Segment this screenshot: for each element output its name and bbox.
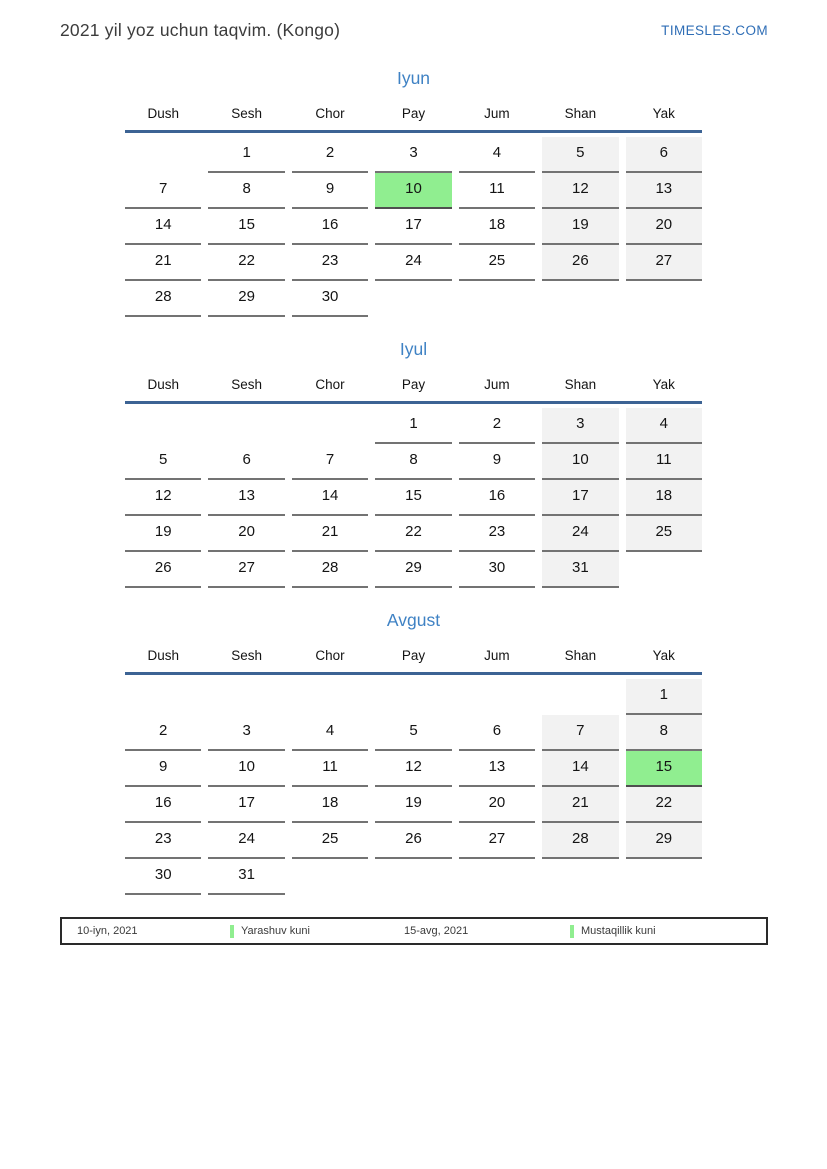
empty-cell <box>292 408 368 444</box>
day-cell: 16 <box>292 209 368 245</box>
day-cell: 24 <box>542 516 618 552</box>
empty-cell <box>542 281 618 317</box>
legend-date: 15-avg, 2021 <box>404 925 469 937</box>
day-cell: 27 <box>459 823 535 859</box>
day-cell: 13 <box>626 173 702 209</box>
day-cell: 31 <box>208 859 284 895</box>
day-cell: 3 <box>375 137 451 173</box>
month-title: Avgust <box>386 610 441 630</box>
weekday-header-row <box>125 371 702 404</box>
empty-cell <box>292 859 368 895</box>
day-cell: 6 <box>626 137 702 173</box>
day-cell: 5 <box>125 444 201 480</box>
weekday-label: Pay <box>401 106 426 121</box>
empty-cell <box>125 679 201 715</box>
day-cell: 9 <box>459 444 535 480</box>
weekday-label: Shan <box>564 106 597 121</box>
month-title: Iyul <box>399 339 428 359</box>
day-cell: 25 <box>459 245 535 281</box>
holiday-swatch-icon <box>570 925 574 938</box>
weekday-label: Pay <box>401 648 426 663</box>
empty-cell <box>626 859 702 895</box>
day-cell: 8 <box>375 444 451 480</box>
day-cell: 3 <box>542 408 618 444</box>
day-grid <box>125 675 702 895</box>
day-cell: 11 <box>459 173 535 209</box>
day-cell: 14 <box>292 480 368 516</box>
day-cell: 30 <box>459 552 535 588</box>
day-cell: 31 <box>542 552 618 588</box>
day-cell: 17 <box>542 480 618 516</box>
day-cell: 2 <box>125 715 201 751</box>
day-cell: 28 <box>542 823 618 859</box>
day-cell: 21 <box>292 516 368 552</box>
weekday-label: Chor <box>315 377 345 392</box>
legend-entry <box>230 919 310 943</box>
day-cell: 12 <box>542 173 618 209</box>
day-cell: 1 <box>208 137 284 173</box>
day-cell: 16 <box>125 787 201 823</box>
day-cell: 14 <box>542 751 618 787</box>
holiday-legend <box>60 917 768 945</box>
day-cell: 19 <box>375 787 451 823</box>
day-cell: 1 <box>626 679 702 715</box>
calendar-group <box>125 68 702 895</box>
day-cell: 10 <box>208 751 284 787</box>
day-cell: 22 <box>208 245 284 281</box>
day-cell: 13 <box>459 751 535 787</box>
weekday-label: Jum <box>484 648 510 663</box>
day-cell: 18 <box>292 787 368 823</box>
day-cell: 8 <box>626 715 702 751</box>
day-cell: 10 <box>542 444 618 480</box>
site-link[interactable]: TIMESLES.COM <box>661 23 768 38</box>
weekday-label: Yak <box>652 648 675 663</box>
day-cell: 21 <box>542 787 618 823</box>
day-cell: 11 <box>626 444 702 480</box>
day-cell: 21 <box>125 245 201 281</box>
day-cell: 12 <box>125 480 201 516</box>
empty-cell <box>292 679 368 715</box>
day-cell: 27 <box>626 245 702 281</box>
day-cell: 9 <box>125 751 201 787</box>
day-cell: 4 <box>626 408 702 444</box>
empty-cell <box>626 281 702 317</box>
empty-cell <box>459 859 535 895</box>
day-grid <box>125 404 702 588</box>
weekday-label: Yak <box>652 106 675 121</box>
holiday-swatch-icon <box>230 925 234 938</box>
weekday-label: Pay <box>401 377 426 392</box>
day-cell: 7 <box>542 715 618 751</box>
day-cell: 7 <box>292 444 368 480</box>
empty-cell <box>542 859 618 895</box>
legend-date: 10-iyn, 2021 <box>77 925 138 937</box>
day-cell: 18 <box>626 480 702 516</box>
day-cell: 24 <box>375 245 451 281</box>
weekday-label: Jum <box>484 377 510 392</box>
empty-cell <box>125 137 201 173</box>
day-cell: 3 <box>208 715 284 751</box>
month-june <box>125 68 702 317</box>
day-cell: 28 <box>292 552 368 588</box>
day-cell: 23 <box>292 245 368 281</box>
day-cell: 15 <box>626 751 702 787</box>
day-cell: 5 <box>542 137 618 173</box>
legend-entry <box>570 919 656 943</box>
day-cell: 29 <box>375 552 451 588</box>
month-august <box>125 610 702 895</box>
empty-cell <box>459 281 535 317</box>
day-cell: 26 <box>542 245 618 281</box>
day-cell: 5 <box>375 715 451 751</box>
day-cell: 27 <box>208 552 284 588</box>
weekday-header-row <box>125 100 702 133</box>
weekday-label: Jum <box>484 106 510 121</box>
weekday-label: Chor <box>315 648 345 663</box>
day-cell: 25 <box>292 823 368 859</box>
day-cell: 14 <box>125 209 201 245</box>
day-cell: 16 <box>459 480 535 516</box>
day-cell: 30 <box>125 859 201 895</box>
day-cell: 17 <box>208 787 284 823</box>
day-cell: 24 <box>208 823 284 859</box>
day-cell: 12 <box>375 751 451 787</box>
weekday-label: Sesh <box>231 377 263 392</box>
day-cell: 15 <box>375 480 451 516</box>
day-cell: 20 <box>626 209 702 245</box>
day-cell: 4 <box>459 137 535 173</box>
day-cell: 20 <box>208 516 284 552</box>
weekday-label: Dush <box>147 377 179 392</box>
day-cell: 26 <box>125 552 201 588</box>
day-cell: 2 <box>459 408 535 444</box>
day-cell: 26 <box>375 823 451 859</box>
empty-cell <box>626 552 702 588</box>
weekday-header-row <box>125 642 702 675</box>
day-cell: 23 <box>459 516 535 552</box>
day-cell: 22 <box>375 516 451 552</box>
day-cell: 4 <box>292 715 368 751</box>
day-cell: 13 <box>208 480 284 516</box>
day-cell: 25 <box>626 516 702 552</box>
day-cell: 29 <box>626 823 702 859</box>
day-cell: 17 <box>375 209 451 245</box>
day-grid <box>125 133 702 317</box>
day-cell: 19 <box>125 516 201 552</box>
empty-cell <box>375 679 451 715</box>
empty-cell <box>459 679 535 715</box>
weekday-label: Yak <box>652 377 675 392</box>
day-cell: 6 <box>208 444 284 480</box>
day-cell: 22 <box>626 787 702 823</box>
day-cell: 7 <box>125 173 201 209</box>
weekday-label: Sesh <box>231 106 263 121</box>
day-cell: 18 <box>459 209 535 245</box>
empty-cell <box>208 408 284 444</box>
day-cell: 1 <box>375 408 451 444</box>
day-cell: 19 <box>542 209 618 245</box>
day-cell: 28 <box>125 281 201 317</box>
page-title: 2021 yil yoz uchun taqvim. (Kongo) <box>60 20 341 40</box>
month-july <box>125 339 702 588</box>
empty-cell <box>125 408 201 444</box>
day-cell: 20 <box>459 787 535 823</box>
legend-label: Mustaqillik kuni <box>581 925 656 937</box>
empty-cell <box>375 859 451 895</box>
weekday-label: Dush <box>147 648 179 663</box>
empty-cell <box>208 679 284 715</box>
weekday-label: Sesh <box>231 648 263 663</box>
day-cell: 15 <box>208 209 284 245</box>
empty-cell <box>375 281 451 317</box>
day-cell: 23 <box>125 823 201 859</box>
day-cell: 2 <box>292 137 368 173</box>
legend-label: Yarashuv kuni <box>241 925 310 937</box>
day-cell: 8 <box>208 173 284 209</box>
day-cell: 9 <box>292 173 368 209</box>
day-cell: 30 <box>292 281 368 317</box>
day-cell: 10 <box>375 173 451 209</box>
day-cell: 29 <box>208 281 284 317</box>
weekday-label: Shan <box>564 377 597 392</box>
weekday-label: Dush <box>147 106 179 121</box>
month-title: Iyun <box>396 68 431 88</box>
weekday-label: Shan <box>564 648 597 663</box>
day-cell: 11 <box>292 751 368 787</box>
weekday-label: Chor <box>315 106 345 121</box>
page-header <box>0 0 827 41</box>
empty-cell <box>542 679 618 715</box>
day-cell: 6 <box>459 715 535 751</box>
